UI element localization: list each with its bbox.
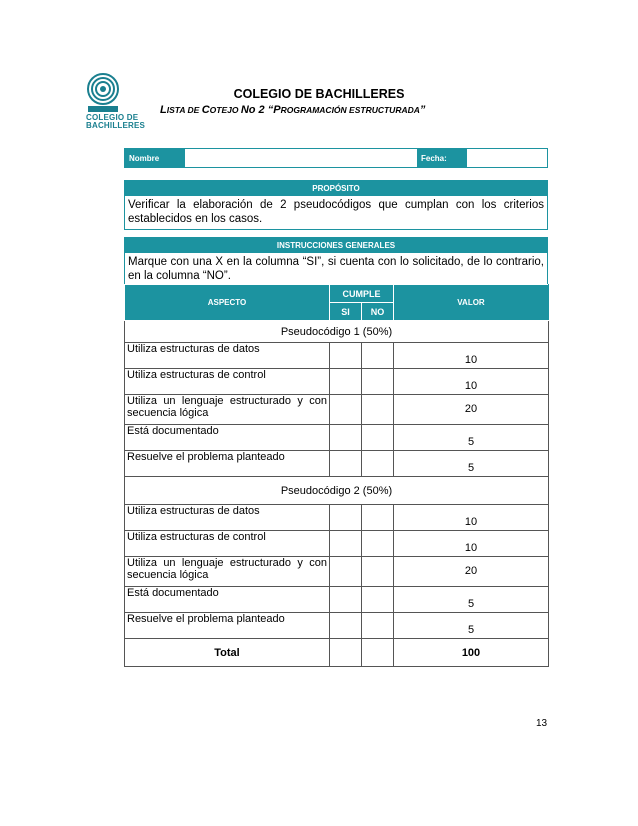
si-checkbox[interactable]: [330, 451, 362, 477]
section-2-title: Pseudocódigo 2 (50%): [125, 477, 549, 505]
cumple-header: CUMPLE: [330, 285, 394, 303]
no-checkbox[interactable]: [362, 343, 394, 369]
aspect-cell: Resuelve el problema planteado: [125, 451, 330, 477]
si-checkbox[interactable]: [330, 531, 362, 557]
nombre-label: Nombre: [125, 149, 185, 167]
value-cell: 10: [394, 505, 549, 531]
si-checkbox[interactable]: [330, 395, 362, 425]
proposito-text: Verificar la elaboración de 2 pseudocódigos que cumplan con los criterios establecidos en los casos.: [128, 199, 544, 225]
document-title: COLEGIO DE BACHILLERES: [233, 87, 405, 101]
si-checkbox[interactable]: [330, 505, 362, 531]
value-cell: 20: [394, 557, 549, 587]
document-subtitle: LISTA DE COTEJO No 2 “PROGRAMACIÓN ESTRUCTURADA”: [160, 104, 426, 116]
no-checkbox[interactable]: [362, 369, 394, 395]
fecha-label: Fecha:: [417, 149, 467, 167]
value-cell: 20: [394, 395, 549, 425]
aspect-cell: Está documentado: [125, 587, 330, 613]
total-value: 100: [394, 639, 549, 667]
page-number: 13: [536, 718, 548, 729]
si-checkbox[interactable]: [330, 343, 362, 369]
aspect-cell: Utiliza estructuras de control: [125, 531, 330, 557]
aspect-cell: Utiliza estructuras de datos: [125, 343, 330, 369]
si-header: SI: [330, 303, 362, 321]
nombre-field[interactable]: [185, 149, 417, 167]
no-checkbox[interactable]: [362, 395, 394, 425]
si-checkbox[interactable]: [330, 587, 362, 613]
proposito-block: [124, 180, 548, 230]
no-checkbox[interactable]: [362, 451, 394, 477]
value-cell: 5: [394, 613, 549, 639]
value-cell: 5: [394, 451, 549, 477]
si-total: [330, 639, 362, 667]
no-checkbox[interactable]: [362, 505, 394, 531]
value-cell: 5: [394, 425, 549, 451]
aspect-cell: Utiliza estructuras de datos: [125, 505, 330, 531]
nombre-fecha-row: [124, 148, 548, 168]
aspecto-header: ASPECTO: [125, 285, 330, 321]
aspect-cell: Utiliza estructuras de control: [125, 369, 330, 395]
no-checkbox[interactable]: [362, 587, 394, 613]
aspect-cell: Utiliza un lenguaje estructurado y con secuencia lógica: [125, 557, 330, 587]
no-header: NO: [362, 303, 394, 321]
no-checkbox[interactable]: [362, 613, 394, 639]
value-cell: 10: [394, 343, 549, 369]
no-checkbox[interactable]: [362, 557, 394, 587]
checklist-table: [124, 284, 549, 667]
total-label: Total: [125, 639, 330, 667]
si-checkbox[interactable]: [330, 369, 362, 395]
no-total: [362, 639, 394, 667]
value-cell: 10: [394, 369, 549, 395]
si-checkbox[interactable]: [330, 425, 362, 451]
section-1-title: Pseudocódigo 1 (50%): [125, 321, 549, 343]
no-checkbox[interactable]: [362, 425, 394, 451]
value-cell: 10: [394, 531, 549, 557]
instrucciones-heading: INSTRUCCIONES GENERALES: [125, 238, 547, 253]
si-checkbox[interactable]: [330, 613, 362, 639]
no-checkbox[interactable]: [362, 531, 394, 557]
logo-text: COLEGIO DE BACHILLERES: [86, 113, 146, 130]
value-cell: 5: [394, 587, 549, 613]
aspect-cell: Está documentado: [125, 425, 330, 451]
instrucciones-block: [124, 237, 548, 287]
aspect-cell: Utiliza un lenguaje estructurado y con secuencia lógica: [125, 395, 330, 425]
aspect-cell: Resuelve el problema planteado: [125, 613, 330, 639]
valor-header: VALOR: [394, 285, 549, 321]
fecha-field[interactable]: [467, 149, 547, 167]
proposito-heading: PROPÓSITO: [125, 181, 547, 196]
instrucciones-text: Marque con una X en la columna “SI”, si cuenta con lo solicitado, de lo contrario, en la columna “NO”.: [128, 256, 544, 282]
si-checkbox[interactable]: [330, 557, 362, 587]
